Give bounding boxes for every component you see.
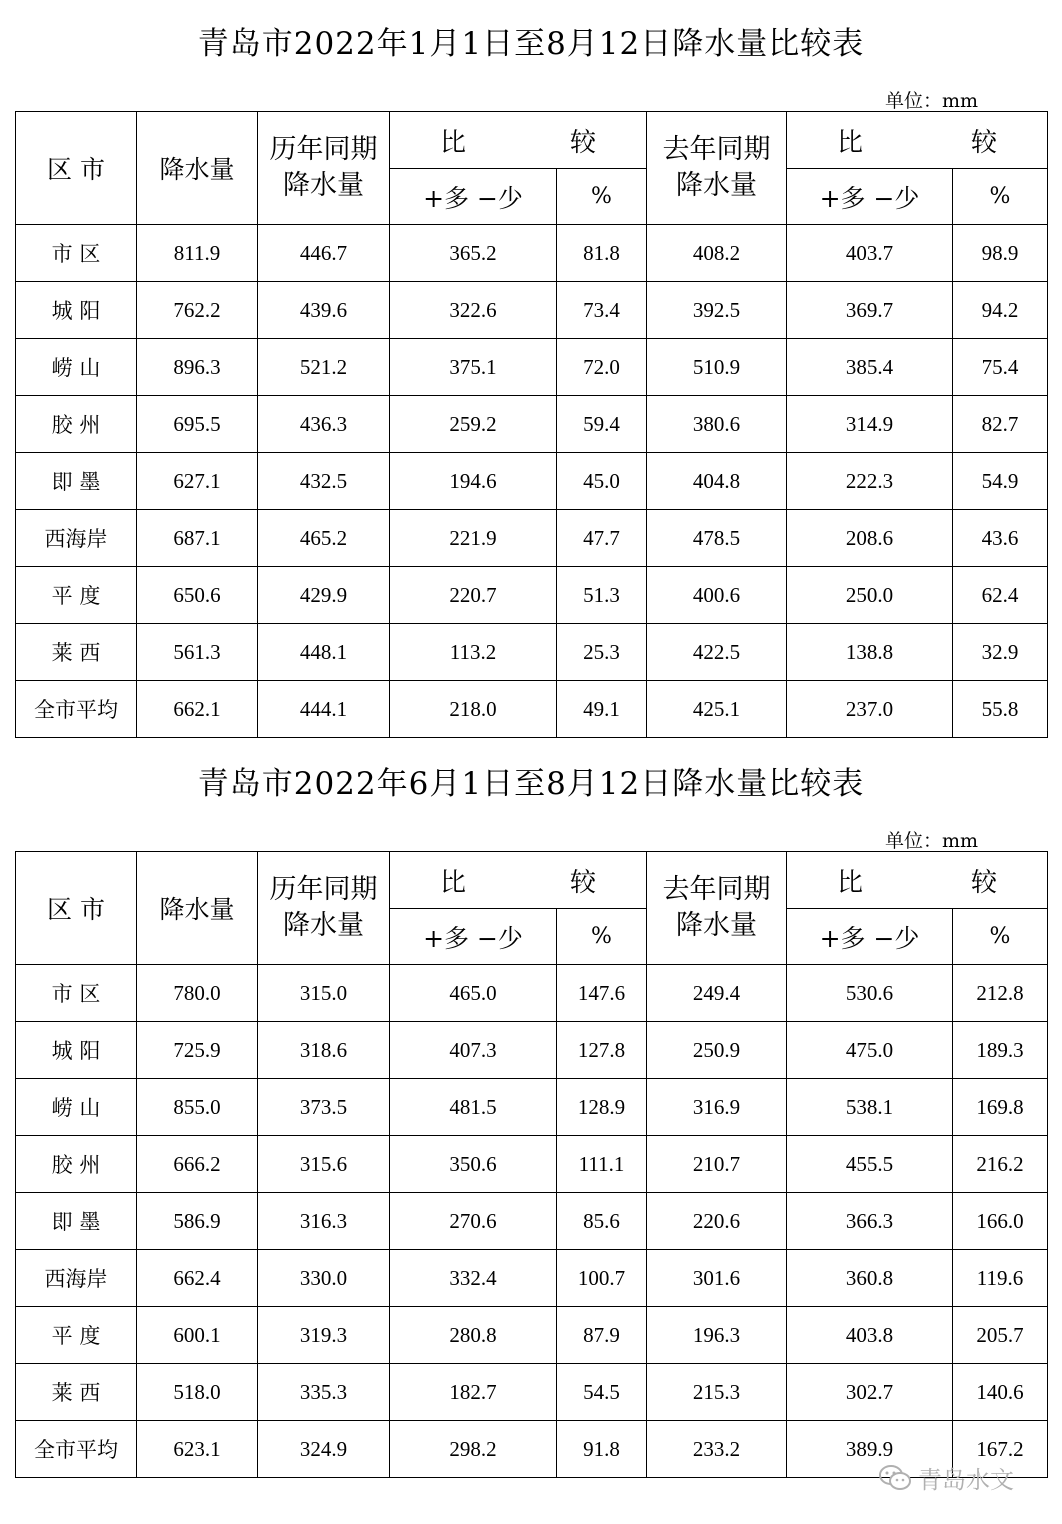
table-row	[16, 965, 1048, 1022]
table-row	[16, 624, 1048, 681]
historical-diff: 350.6	[390, 1136, 557, 1193]
last-year-value: 380.6	[647, 396, 787, 453]
last-year-pct: 169.8	[953, 1079, 1048, 1136]
last-year-pct: 167.2	[953, 1421, 1048, 1478]
header-compare-last-year	[787, 852, 1048, 909]
historical-diff: 218.0	[390, 681, 557, 738]
last-year-pct: 216.2	[953, 1136, 1048, 1193]
last-year-diff: 538.1	[787, 1079, 953, 1136]
historical-pct: 73.4	[557, 282, 647, 339]
historical-diff: 407.3	[390, 1022, 557, 1079]
last-year-pct: 55.8	[953, 681, 1048, 738]
compare-left: 比	[440, 127, 467, 158]
table-row	[16, 339, 1048, 396]
district-name: 莱 西	[16, 1364, 137, 1421]
header-last-year: 去年同期 降水量	[647, 112, 787, 225]
table-row	[16, 1193, 1048, 1250]
last-year-pct: 205.7	[953, 1307, 1048, 1364]
last-year-diff: 369.7	[787, 282, 953, 339]
historical-value: 465.2	[258, 510, 390, 567]
last-year-pct: 166.0	[953, 1193, 1048, 1250]
compare-left: 比	[440, 867, 467, 898]
last-year-value: 408.2	[647, 225, 787, 282]
district-name: 城 阳	[16, 282, 137, 339]
rainfall-value: 518.0	[137, 1364, 258, 1421]
last-year-pct: 32.9	[953, 624, 1048, 681]
historical-pct: 72.0	[557, 339, 647, 396]
historical-diff: 182.7	[390, 1364, 557, 1421]
historical-pct: 111.1	[557, 1136, 647, 1193]
rainfall-value: 666.2	[137, 1136, 258, 1193]
last-year-value: 196.3	[647, 1307, 787, 1364]
last-year-diff: 302.7	[787, 1364, 953, 1421]
district-name: 莱 西	[16, 624, 137, 681]
historical-pct: 87.9	[557, 1307, 647, 1364]
last-year-pct: 140.6	[953, 1364, 1048, 1421]
district-name: 崂 山	[16, 1079, 137, 1136]
historical-pct: 85.6	[557, 1193, 647, 1250]
header-pct: %	[953, 909, 1048, 965]
historical-value: 316.3	[258, 1193, 390, 1250]
historical-diff: 365.2	[390, 225, 557, 282]
header-pct: %	[557, 169, 647, 225]
last-year-diff: 138.8	[787, 624, 953, 681]
rainfall-value: 687.1	[137, 510, 258, 567]
compare-right: 较	[970, 127, 997, 158]
header-district: 区 市	[16, 112, 137, 225]
last-year-value: 425.1	[647, 681, 787, 738]
historical-pct: 47.7	[557, 510, 647, 567]
historical-pct: 51.3	[557, 567, 647, 624]
last-year-diff: 385.4	[787, 339, 953, 396]
historical-diff: 375.1	[390, 339, 557, 396]
header-rainfall: 降水量	[137, 112, 258, 225]
last-year-value: 215.3	[647, 1364, 787, 1421]
historical-diff: 221.9	[390, 510, 557, 567]
historical-value: 446.7	[258, 225, 390, 282]
last-year-value: 422.5	[647, 624, 787, 681]
compare-right: 较	[569, 127, 596, 158]
header-pct: %	[557, 909, 647, 965]
historical-pct: 25.3	[557, 624, 647, 681]
last-year-value: 220.6	[647, 1193, 787, 1250]
historical-value: 324.9	[258, 1421, 390, 1478]
historical-value: 319.3	[258, 1307, 390, 1364]
header-diff: +多 −少	[390, 169, 557, 225]
table-row	[16, 1250, 1048, 1307]
historical-pct: 49.1	[557, 681, 647, 738]
rainfall-value: 762.2	[137, 282, 258, 339]
last-year-pct: 119.6	[953, 1250, 1048, 1307]
last-year-diff: 403.8	[787, 1307, 953, 1364]
table-title: 青岛市2022年6月1日至8月12日降水量比较表	[197, 766, 865, 802]
rainfall-value: 896.3	[137, 339, 258, 396]
table-row	[16, 681, 1048, 738]
rainfall-value: 662.1	[137, 681, 258, 738]
header-pct: %	[953, 169, 1048, 225]
rainfall-value: 780.0	[137, 965, 258, 1022]
table-row	[16, 510, 1048, 567]
historical-value: 429.9	[258, 567, 390, 624]
historical-pct: 81.8	[557, 225, 647, 282]
district-name: 平 度	[16, 1307, 137, 1364]
wechat-icon	[878, 1464, 912, 1492]
table-row	[16, 1136, 1048, 1193]
historical-diff: 280.8	[390, 1307, 557, 1364]
header-district: 区 市	[16, 852, 137, 965]
rainfall-value: 623.1	[137, 1421, 258, 1478]
district-name: 全市平均	[16, 681, 137, 738]
table-row	[16, 1022, 1048, 1079]
rainfall-value: 662.4	[137, 1250, 258, 1307]
historical-value: 315.0	[258, 965, 390, 1022]
historical-value: 315.6	[258, 1136, 390, 1193]
last-year-pct: 43.6	[953, 510, 1048, 567]
table-title: 青岛市2022年1月1日至8月12日降水量比较表	[197, 26, 865, 62]
header-compare-historical	[390, 852, 647, 909]
historical-diff: 113.2	[390, 624, 557, 681]
header-last-year: 去年同期 降水量	[647, 852, 787, 965]
table-row	[16, 1079, 1048, 1136]
last-year-value: 210.7	[647, 1136, 787, 1193]
last-year-diff: 360.8	[787, 1250, 953, 1307]
last-year-value: 404.8	[647, 453, 787, 510]
watermark	[878, 1460, 1014, 1495]
historical-diff: 332.4	[390, 1250, 557, 1307]
unit-label: 单位：mm	[884, 830, 978, 852]
rainfall-value: 725.9	[137, 1022, 258, 1079]
header-historical: 历年同期 降水量	[258, 112, 390, 225]
last-year-diff: 389.9	[787, 1421, 953, 1478]
header-rainfall: 降水量	[137, 852, 258, 965]
historical-diff: 270.6	[390, 1193, 557, 1250]
compare-left: 比	[837, 867, 864, 898]
last-year-diff: 455.5	[787, 1136, 953, 1193]
district-name: 市 区	[16, 225, 137, 282]
district-name: 市 区	[16, 965, 137, 1022]
unit-label: 单位：mm	[884, 90, 978, 112]
last-year-value: 233.2	[647, 1421, 787, 1478]
rainfall-value: 600.1	[137, 1307, 258, 1364]
historical-diff: 194.6	[390, 453, 557, 510]
historical-value: 432.5	[258, 453, 390, 510]
last-year-pct: 54.9	[953, 453, 1048, 510]
last-year-pct: 62.4	[953, 567, 1048, 624]
table-row	[16, 1307, 1048, 1364]
district-name: 西海岸	[16, 1250, 137, 1307]
historical-diff: 298.2	[390, 1421, 557, 1478]
rainfall-value: 561.3	[137, 624, 258, 681]
header-diff: +多 −少	[787, 909, 953, 965]
last-year-value: 400.6	[647, 567, 787, 624]
last-year-diff: 237.0	[787, 681, 953, 738]
historical-value: 439.6	[258, 282, 390, 339]
rainfall-table	[15, 111, 1048, 738]
historical-diff: 259.2	[390, 396, 557, 453]
header-diff: +多 −少	[787, 169, 953, 225]
rainfall-value: 695.5	[137, 396, 258, 453]
last-year-diff: 222.3	[787, 453, 953, 510]
compare-right: 较	[970, 867, 997, 898]
district-name: 即 墨	[16, 1193, 137, 1250]
last-year-pct: 94.2	[953, 282, 1048, 339]
historical-diff: 481.5	[390, 1079, 557, 1136]
last-year-diff: 250.0	[787, 567, 953, 624]
last-year-value: 301.6	[647, 1250, 787, 1307]
historical-value: 448.1	[258, 624, 390, 681]
historical-pct: 91.8	[557, 1421, 647, 1478]
header-compare-last-year	[787, 112, 1048, 169]
historical-value: 335.3	[258, 1364, 390, 1421]
last-year-pct: 75.4	[953, 339, 1048, 396]
historical-value: 330.0	[258, 1250, 390, 1307]
last-year-pct: 82.7	[953, 396, 1048, 453]
last-year-pct: 212.8	[953, 965, 1048, 1022]
rainfall-value: 811.9	[137, 225, 258, 282]
table-row	[16, 396, 1048, 453]
historical-diff: 465.0	[390, 965, 557, 1022]
header-compare-historical	[390, 112, 647, 169]
historical-pct: 59.4	[557, 396, 647, 453]
last-year-pct: 98.9	[953, 225, 1048, 282]
district-name: 全市平均	[16, 1421, 137, 1478]
historical-pct: 147.6	[557, 965, 647, 1022]
historical-value: 521.2	[258, 339, 390, 396]
table-row	[16, 567, 1048, 624]
last-year-value: 316.9	[647, 1079, 787, 1136]
rainfall-table	[15, 851, 1048, 1478]
historical-pct: 54.5	[557, 1364, 647, 1421]
last-year-pct: 189.3	[953, 1022, 1048, 1079]
district-name: 胶 州	[16, 1136, 137, 1193]
last-year-diff: 403.7	[787, 225, 953, 282]
last-year-value: 249.4	[647, 965, 787, 1022]
district-name: 胶 州	[16, 396, 137, 453]
last-year-diff: 208.6	[787, 510, 953, 567]
historical-pct: 100.7	[557, 1250, 647, 1307]
rainfall-value: 627.1	[137, 453, 258, 510]
district-name: 平 度	[16, 567, 137, 624]
table-row	[16, 1364, 1048, 1421]
last-year-value: 478.5	[647, 510, 787, 567]
last-year-diff: 530.6	[787, 965, 953, 1022]
last-year-value: 392.5	[647, 282, 787, 339]
table-row	[16, 282, 1048, 339]
historical-value: 436.3	[258, 396, 390, 453]
historical-pct: 127.8	[557, 1022, 647, 1079]
historical-diff: 322.6	[390, 282, 557, 339]
historical-pct: 128.9	[557, 1079, 647, 1136]
compare-right: 较	[569, 867, 596, 898]
district-name: 西海岸	[16, 510, 137, 567]
rainfall-value: 586.9	[137, 1193, 258, 1250]
last-year-value: 250.9	[647, 1022, 787, 1079]
historical-diff: 220.7	[390, 567, 557, 624]
table-row	[16, 225, 1048, 282]
last-year-diff: 366.3	[787, 1193, 953, 1250]
historical-value: 373.5	[258, 1079, 390, 1136]
historical-pct: 45.0	[557, 453, 647, 510]
last-year-diff: 314.9	[787, 396, 953, 453]
header-diff: +多 −少	[390, 909, 557, 965]
district-name: 即 墨	[16, 453, 137, 510]
rainfall-value: 855.0	[137, 1079, 258, 1136]
rainfall-value: 650.6	[137, 567, 258, 624]
district-name: 城 阳	[16, 1022, 137, 1079]
header-historical: 历年同期 降水量	[258, 852, 390, 965]
compare-left: 比	[837, 127, 864, 158]
table-row	[16, 453, 1048, 510]
watermark-text: 青岛水文	[918, 1466, 1014, 1494]
last-year-value: 510.9	[647, 339, 787, 396]
historical-value: 318.6	[258, 1022, 390, 1079]
historical-value: 444.1	[258, 681, 390, 738]
last-year-diff: 475.0	[787, 1022, 953, 1079]
district-name: 崂 山	[16, 339, 137, 396]
